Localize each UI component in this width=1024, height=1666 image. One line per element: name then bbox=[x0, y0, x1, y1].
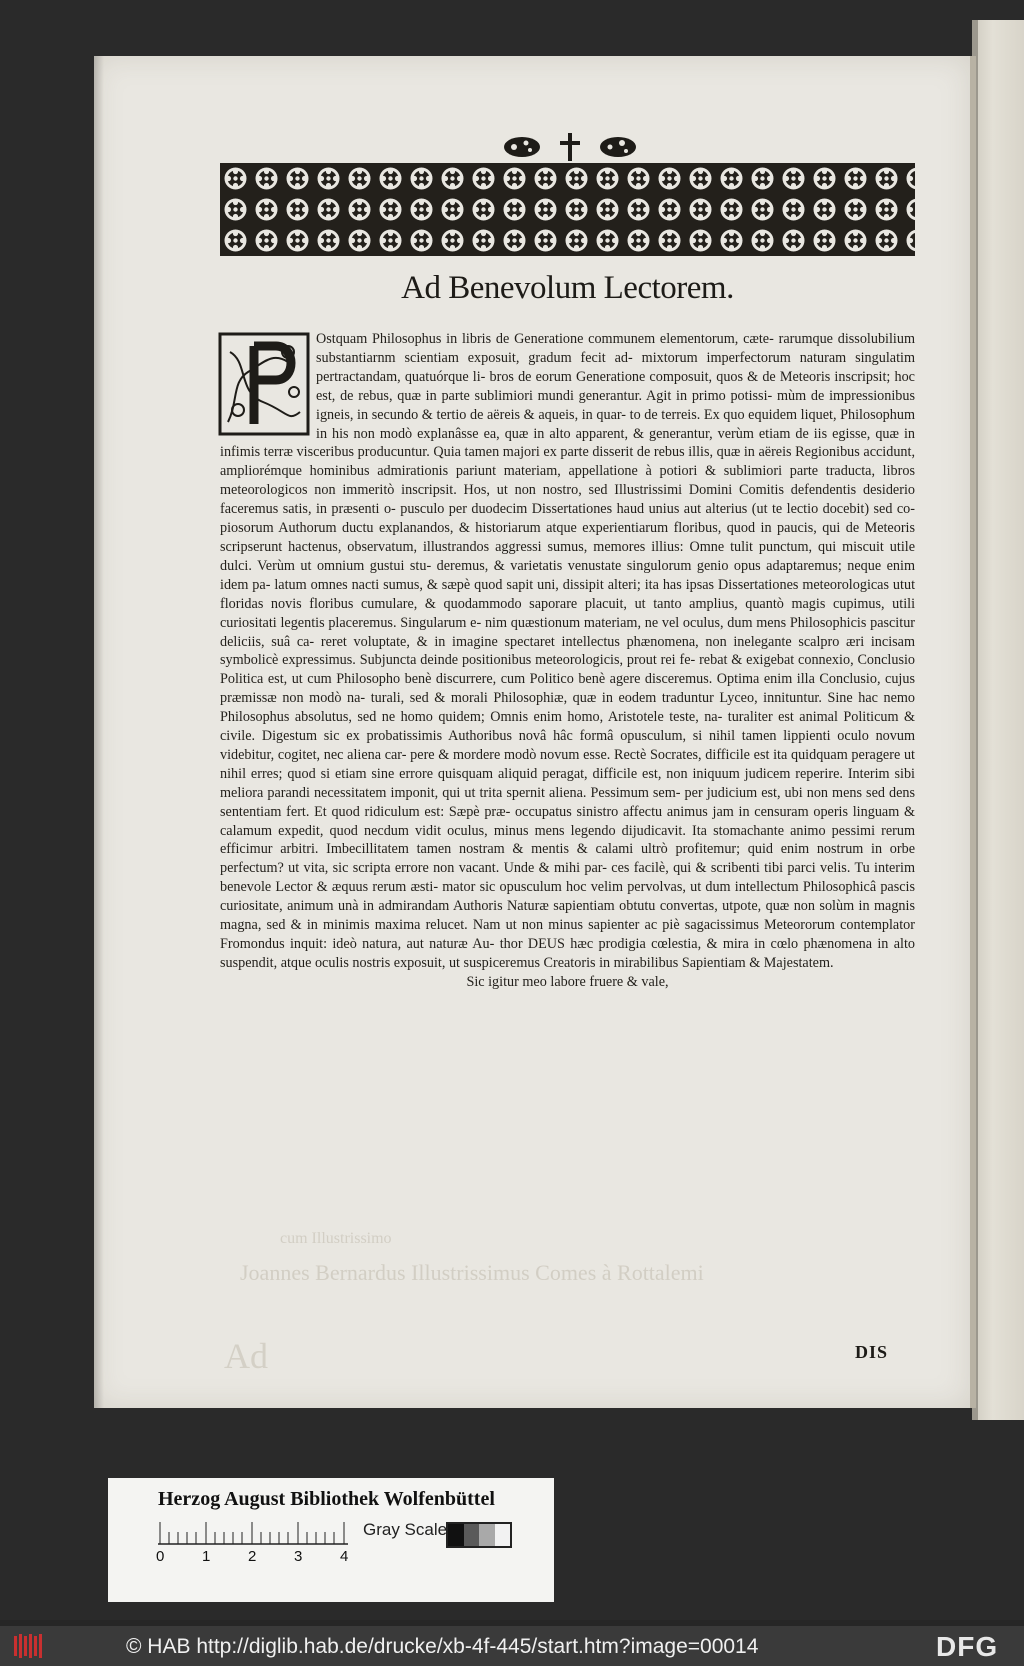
text-line: & sublimiori parte traducta, libros meteorologicos non immeritò inscripsit. Hos, ut non bbox=[220, 463, 915, 499]
text-line: Ostquam Philosophus in libris de Generatione communem elementorum, cæte- bbox=[316, 331, 774, 347]
text-line: piè sagacissimus Meteororum contemplator Fromondus inquit: ideò natura, aut naturæ Au- bbox=[220, 917, 915, 952]
text-line: occupatus sinistro affectu animus jam in censuram operis linguam & calamum expedit, quod bbox=[220, 803, 915, 839]
text-line: animum unà in admirandam Authoris Naturæ sapientiam obtutu convertas, utpote, quæ non bbox=[287, 898, 815, 915]
text-line: nostro, sed Illustrissimi Domini Comitis defendentis desiderio faceremus satis, in præsenti o- bbox=[220, 482, 915, 518]
text-line: per judicium est, ubi non mens sed dens sententiam fert. Et quod ridiculum est: Sæpè præ- bbox=[220, 784, 916, 820]
text-line: bros de eorum Generatione composuit, quos & de Meteoris inscripsit; hoc est, bbox=[316, 368, 915, 404]
text-line: de rebus, quæ in parte sublimiori mundi generantur. Agit in primo potissi- bbox=[340, 387, 773, 404]
library-name: Herzog August Bibliothek Wolfenbüttel bbox=[158, 1488, 495, 1510]
text-line: enim nostrum in orbe perfectum? ut vita, sic scripta errore non vacant. Unde & mihi par- bbox=[220, 841, 916, 877]
text-line: Politico benè agere disceremus. Optima enim illa Conclusio, cujus præmissæ non modò na- bbox=[220, 671, 915, 707]
text-line: erres; quod si etiam sine errore quisquam aliquid peragat, difficile est, non iniquum judicem reperire. bbox=[250, 765, 843, 782]
text-line: turaliter est animal Politicum & civile. Digestum sic ex probatissimis Authoribus novâ hâc bbox=[220, 709, 915, 745]
text-line: piosorum Authorum ductu explanandos, & historiarum atque experientiarum floribus, quod bbox=[220, 520, 756, 537]
gray-swatch bbox=[495, 1524, 511, 1546]
text-line: rebat & exigebat connexio, Conclusio Politica est, ut cum Philosopho benè discurrere, cum bbox=[220, 652, 915, 688]
dfg-logo: DFG bbox=[936, 1631, 999, 1662]
floral-ornament-band bbox=[220, 163, 915, 256]
next-page-edge bbox=[972, 20, 1024, 1420]
text-line: reret voluptate, & in imagine spectaret intellectus phænomena, non inelegante scalpro æri bbox=[320, 633, 865, 650]
text-line: latum omnes nacti sumus, & sæpè quod sapit uni, dissipit alteri; ita has ipsas Dissertationes bbox=[274, 576, 799, 593]
show-through-text: Ad bbox=[224, 1336, 268, 1376]
closing-line: Sic igitur meo labore fruere & vale, bbox=[466, 973, 669, 990]
text-line: thor DEUS hæc prodigia cœlestia, & mira in cœlo phænomena in alto suspendit, atque oculis bbox=[220, 936, 915, 971]
page-title: Ad Benevolum Lectorem. bbox=[401, 270, 734, 306]
text-line: producuntur. Quia tamen majori ex parte disserit de rebus illis, quæ in aëreis Regionibus bbox=[357, 444, 860, 461]
text-line: Interim sibi meliora parandi necessitatem imponit, qui ut trita spernit aliena. Pessimum sem- bbox=[220, 765, 915, 801]
text-line: memores illius: Omne tulit punctum, qui miscuit utile dulci. Verùm ut omnium gustui stu- bbox=[220, 538, 916, 574]
text-line: mixtorum imperfectorum naturam singulatim pertractandam, quatuórque li- bbox=[316, 349, 916, 385]
ruler-number: 0 bbox=[156, 1548, 165, 1565]
ruler-number: 3 bbox=[294, 1548, 303, 1565]
text-line: incisam symbolicè expressimus. Subjuncta deinde positionibus meteorologicis, prout rei fe- bbox=[220, 633, 915, 669]
text-line: accidunt, ampliorémque hominibus admirationis pariunt materiam, appellatione à potiori bbox=[220, 444, 915, 480]
text-line: pere & mordere modò novum esse. Rectè Socrates, difficile est ita quidquam peragere ut nihil bbox=[220, 746, 915, 782]
text-line: turali, sed & morali Philosophiæ, quæ in eodem traduntur Lyceo, innituntur. Sine hac bbox=[370, 690, 878, 707]
text-line: nim quæstionum materiam, ne vel oculus, dum mens Philosophicis pascitur deliciis, suâ ca- bbox=[220, 614, 916, 650]
text-line: nostris exposuit, ut suspiceremus Creatoris in mirabilibus Sapientiam & Majestatem. bbox=[352, 954, 834, 971]
text-line: to de terreis. Ex quo equidem liquet, Philosophum in his non modò explanâsse ea, quæ in bbox=[316, 406, 915, 442]
text-line: tanto amplius, quantò magis cupimus, utili curiositati legentis placeremus. Singularum e- bbox=[220, 595, 916, 631]
text-line: formâ opusculum, si nihil tamen lippienti oculo novum videbitur, cogitet, nec aliena car- bbox=[220, 728, 916, 763]
text-line: rarumque dissolubilium substantiarnm scientiam exposuit, gradum fecit ad- bbox=[316, 331, 915, 366]
cross-ornament-icon bbox=[500, 130, 640, 164]
gray-swatch bbox=[464, 1524, 480, 1546]
ruler-number: 1 bbox=[202, 1548, 211, 1565]
text-line: deremus, & varietatis venustate singulorum genio opus adaptaremus; neque enim idem pa- bbox=[220, 557, 916, 593]
gray-swatch bbox=[448, 1524, 464, 1546]
text-line: necdum vidit oculus, minus mens legendo dijudicavit. Ita stomachante animo pessimi rerum bbox=[364, 822, 915, 839]
preface-text bbox=[220, 330, 915, 992]
text-line: ces facilè, qui & scribenti tibi parci velis. Tu interim benevole Lector & æquus rerum æsti- bbox=[220, 860, 916, 896]
text-line: meteorologicas utut floridas novis floribus cumulare, & quodammodo saporare placuit, ut bbox=[220, 576, 916, 612]
text-line: nemo Philosophus absolutus, sed ne homo quidem; Omnis enim homo, Aristotele teste, na- bbox=[220, 690, 916, 726]
hab-logo-icon bbox=[12, 1632, 46, 1660]
ruler-number: 2 bbox=[248, 1548, 257, 1565]
text-line: efficimur arbitri. Imbecillitatem tamen nostram & mentis & calami ultrò profitemur; quid bbox=[220, 841, 774, 858]
catchword: DIS bbox=[855, 1342, 889, 1362]
text-line: mùm de impressionibus igneis, in secundo & tertio de aëreis & aqueis, in quar- bbox=[316, 387, 915, 423]
text-line: in paucis, qui de Meteoris scripserunt hactenus, observatum, illustrandos aggressi sumus, bbox=[220, 520, 916, 555]
source-url-link[interactable]: © HAB http://diglib.hab.de/drucke/xb-4f-445/start.htm?image=00014 bbox=[126, 1635, 759, 1658]
text-line: pusculo per duodecim Dissertationes haud unius aut alterius (ut te lectio docebit) sed co- bbox=[400, 501, 915, 518]
gray-scale-label: Gray Scale bbox=[363, 1520, 448, 1539]
color-reference-card bbox=[108, 1478, 554, 1602]
gray-swatch bbox=[479, 1524, 495, 1546]
show-through-text: cum Illustrissimo bbox=[280, 1230, 392, 1247]
footer-bar bbox=[0, 1626, 1024, 1666]
show-through-text: Joannes Bernardus Illustrissimus Comes à Rottalemi bbox=[240, 1260, 704, 1285]
gray-scale-swatch bbox=[446, 1522, 512, 1548]
text-line: alto apparent, & generantur, verùm etiam de iis egisse, quæ in infimis terræ visceribus bbox=[220, 425, 915, 461]
ruler-icon bbox=[158, 1520, 358, 1570]
text-line: mator sic opusculum hoc velim pervolvas, ut dum intellectum Philosophicâ pascis curiositate, bbox=[220, 879, 916, 915]
text-line: solùm in magnis magna, sed & in minimis maxima relucet. Nam ut non minus sapienter ac bbox=[220, 898, 915, 934]
ruler-number: 4 bbox=[340, 1548, 349, 1565]
